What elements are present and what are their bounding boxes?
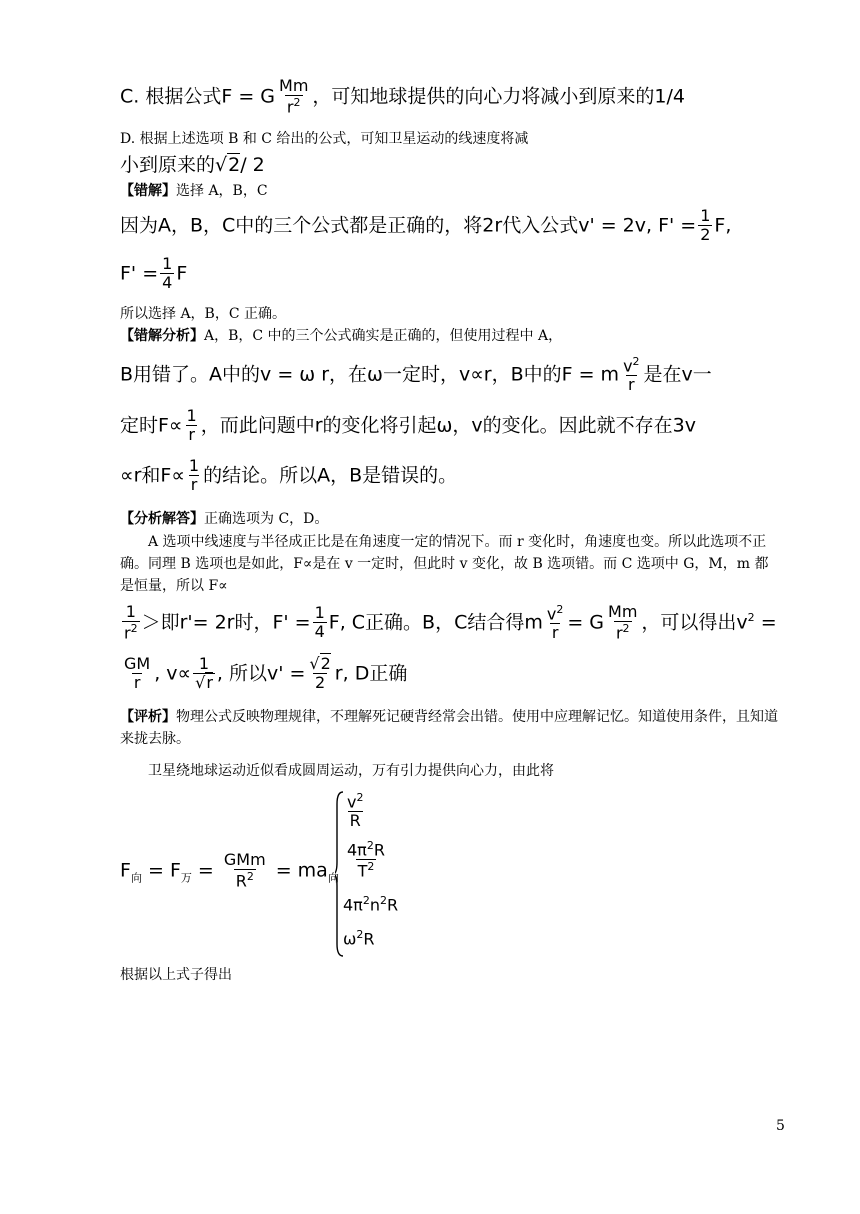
fraction-1-r2 bbox=[122, 604, 140, 642]
fraction-gmm-r2 bbox=[222, 852, 268, 890]
option-c bbox=[120, 78, 685, 116]
reason-line1 bbox=[120, 208, 731, 244]
wrong-analysis-line3 bbox=[120, 408, 696, 444]
fraction-mm-r2 bbox=[277, 78, 310, 116]
f-xiang-sub: 向 bbox=[130, 871, 142, 885]
sqrt-arg: 2 bbox=[320, 654, 331, 673]
option-d-line2-prefix: 小到原来的 bbox=[120, 154, 216, 176]
frac-den-exp: 2 bbox=[293, 95, 301, 109]
frac-den: 4 bbox=[162, 272, 173, 292]
frac-den: r bbox=[190, 474, 198, 494]
wrong-analysis-line2a: B用错了。A中的v = ω r，在ω一定时，v∝r，B中的F = m bbox=[120, 363, 620, 386]
frac-den: r bbox=[628, 375, 635, 395]
wrong-analysis-text: A，B，C 中的三个公式确实是正确的，但使用过程中 A， bbox=[204, 328, 563, 344]
frac-den bbox=[122, 621, 140, 642]
fraction-gm-r bbox=[122, 656, 152, 692]
ma: ma bbox=[297, 859, 328, 882]
option-d-line2 bbox=[120, 150, 265, 177]
sqrt-symbol: √ bbox=[215, 154, 228, 176]
frac-num: 1 bbox=[188, 456, 200, 475]
correct-analysis-eq1 bbox=[120, 604, 777, 642]
frac-den-r: r bbox=[124, 623, 131, 643]
frac-den-r: r bbox=[286, 97, 294, 117]
wrong-analysis-line2b: 是在v一 bbox=[643, 363, 712, 386]
eq1-a: ＞即r'= 2r时，F' = bbox=[141, 611, 311, 634]
wrong-analysis-label: 【错解分析】 bbox=[120, 328, 204, 344]
fraction-1-r bbox=[185, 408, 199, 444]
sqrt-arg: r bbox=[206, 672, 213, 692]
eq1-c: = G bbox=[567, 611, 605, 634]
ma-sub: 向 bbox=[327, 871, 339, 885]
closing-text: 根据以上式子得出 bbox=[120, 967, 232, 983]
fraction-sqrt2-2 bbox=[307, 656, 332, 692]
option-d-line2-suffix: / 2 bbox=[240, 154, 265, 176]
wrong-answer-label: 【错解】 bbox=[120, 183, 176, 199]
frac bbox=[345, 840, 387, 880]
fraction-mm-r2-2 bbox=[606, 604, 639, 642]
frac-den bbox=[614, 621, 632, 642]
frac-den bbox=[234, 869, 256, 890]
page-number: 5 bbox=[776, 1118, 785, 1134]
sqrt-arg: 2 bbox=[228, 154, 241, 176]
wrong-analysis-line4a: ∝r和F∝ bbox=[120, 464, 185, 487]
eq2-c: r, D正确 bbox=[334, 662, 408, 685]
frac-num bbox=[307, 656, 332, 673]
cases-group bbox=[335, 790, 455, 958]
frac-num: 1 bbox=[186, 406, 197, 425]
frac-den-exp: 2 bbox=[130, 621, 138, 635]
wrong-analysis-line4b: 的结论。所以A，B是错误的。 bbox=[203, 464, 458, 487]
reason-line1-text: 因为A，B，C中的三个公式都是正确的，将2r代入公式v' = 2v, F' = bbox=[120, 214, 697, 237]
wrong-answer-text: 选择 A，B，C bbox=[176, 183, 268, 199]
frac-den bbox=[193, 673, 215, 692]
frac-num: Mm bbox=[608, 602, 638, 621]
frac-num: GMm bbox=[223, 850, 266, 869]
wrong-answer bbox=[120, 180, 268, 200]
frac-den: r bbox=[188, 424, 195, 444]
frac-num-v: v bbox=[623, 356, 633, 376]
sqrt-symbol: √ bbox=[309, 654, 320, 673]
case-omega2r: $\omega^2R$ bbox=[343, 928, 375, 949]
wrong-analysis-line1 bbox=[120, 325, 562, 345]
frac-den-r: r bbox=[615, 623, 623, 643]
wrong-analysis-line2 bbox=[120, 356, 712, 394]
frac-num: Mm bbox=[279, 76, 309, 95]
comment-text: 物理公式反映物理规律，不理解死记硬背经常会出错。使用中应理解记忆。知道使用条件，且知道来拢去脉。 bbox=[120, 709, 778, 747]
frac-num: $4\pi^2R$ bbox=[347, 839, 385, 860]
reason-line2-prefix: F' = bbox=[120, 262, 159, 285]
frac-num: GM bbox=[124, 654, 151, 673]
correct-analysis-paragraph: A 选项中线速度与半径成正比是在角速度一定的情况下。而 r 变化时，角速度也变。所以此选项不正确。同理 B 选项也是如此，F∝是在 v 一定时，但此时 v 变化，故 B 选项错。而 C 选项中 G，M，m 都是恒量，所以 F∝ bbox=[120, 534, 769, 594]
correct-analysis-text: 正确选项为 C，D。 bbox=[204, 511, 329, 527]
fraction-quarter bbox=[160, 256, 174, 292]
eq1-b: F, C正确。B，C结合得m bbox=[328, 611, 543, 634]
frac-num-exp: 2 bbox=[556, 603, 564, 616]
satellite-formula: $F_向 = F_万$ = $\frac{\text{GMm}}{R^2}$ = $ma_向$ bbox=[120, 850, 339, 891]
frac-num bbox=[621, 356, 641, 375]
f-xiang: F bbox=[120, 859, 131, 882]
fraction-quarter-2 bbox=[313, 605, 327, 641]
case-v2-r bbox=[343, 792, 367, 830]
frac-den-r: R bbox=[235, 871, 247, 891]
f-wan-sub: 万 bbox=[180, 871, 192, 885]
correct-analysis-label: 【分析解答】 bbox=[120, 511, 204, 527]
frac-den: R bbox=[349, 811, 361, 831]
reason-line2 bbox=[120, 256, 187, 292]
sqrt-symbol: √ bbox=[195, 672, 206, 692]
frac-num-exp: 2 bbox=[632, 355, 640, 368]
option-c-suffix: ，可知地球提供的向心力将减小到原来的1/4 bbox=[312, 85, 685, 108]
fraction-1-r-2 bbox=[187, 458, 201, 494]
formula-f: F = G bbox=[221, 85, 276, 108]
case-4pi2r-t2 bbox=[343, 840, 389, 880]
correct-analysis-header bbox=[120, 508, 328, 528]
reason-line2-suffix: F bbox=[176, 262, 188, 285]
case-4pi2n2r: $4\pi^2n^2R$ bbox=[343, 894, 399, 915]
f-wan: F bbox=[169, 859, 181, 882]
fraction-v2-r-2 bbox=[545, 604, 565, 642]
frac-num: 1 bbox=[162, 254, 173, 273]
frac-den: 4 bbox=[314, 621, 325, 641]
eq2-a: , v∝ bbox=[154, 662, 192, 685]
frac-num: 1 bbox=[198, 654, 210, 673]
frac-num: 1 bbox=[700, 206, 711, 225]
wrong-analysis-line3b: ，而此问题中r的变化将引起ω，v的变化。因此就不存在3v bbox=[200, 414, 697, 437]
fraction-half bbox=[698, 208, 712, 244]
eq1-v-exp: 2 bbox=[747, 611, 755, 625]
reason-conclusion: 所以选择 A，B，C 正确。 bbox=[120, 306, 287, 322]
frac-den: $T^2$ bbox=[357, 860, 375, 881]
wrong-analysis-line3a: 定时F∝ bbox=[120, 414, 183, 437]
frac-num: 1 bbox=[314, 603, 325, 623]
frac-num-v: v bbox=[546, 604, 557, 624]
eq1-e: = bbox=[760, 611, 777, 634]
option-c-prefix: C. 根据公式 bbox=[120, 85, 222, 108]
frac-den-exp: 2 bbox=[246, 869, 254, 883]
comment bbox=[120, 706, 780, 750]
satellite-text: 卫星绕地球运动近似看成圆周运动，万有引力提供向心力，由此将 bbox=[148, 763, 554, 779]
frac-den: 2 bbox=[315, 672, 326, 692]
frac-den: r bbox=[133, 672, 141, 692]
frac-num: 1 bbox=[125, 602, 136, 621]
frac bbox=[345, 792, 365, 830]
frac-den-exp: 2 bbox=[622, 621, 630, 635]
comment-label: 【评析】 bbox=[120, 709, 176, 725]
frac-den: 2 bbox=[700, 224, 711, 244]
wrong-analysis-line4 bbox=[120, 458, 457, 494]
frac-num: $v^2$ bbox=[347, 791, 364, 812]
option-d-line1: D. 根据上述选项 B 和 C 给出的公式，可知卫星运动的线速度将减 bbox=[120, 131, 529, 147]
frac-den: r bbox=[551, 623, 559, 643]
fraction-1-sqrt-r bbox=[193, 656, 215, 692]
reason-line1-end: F, bbox=[714, 214, 732, 237]
eq1-d: ，可以得出v bbox=[641, 611, 748, 634]
frac-num bbox=[545, 604, 565, 623]
frac-den bbox=[285, 95, 303, 116]
eq2-b: , 所以v' = bbox=[216, 662, 306, 685]
fraction-v2-r bbox=[621, 356, 641, 394]
correct-analysis-eq2 bbox=[120, 656, 407, 692]
